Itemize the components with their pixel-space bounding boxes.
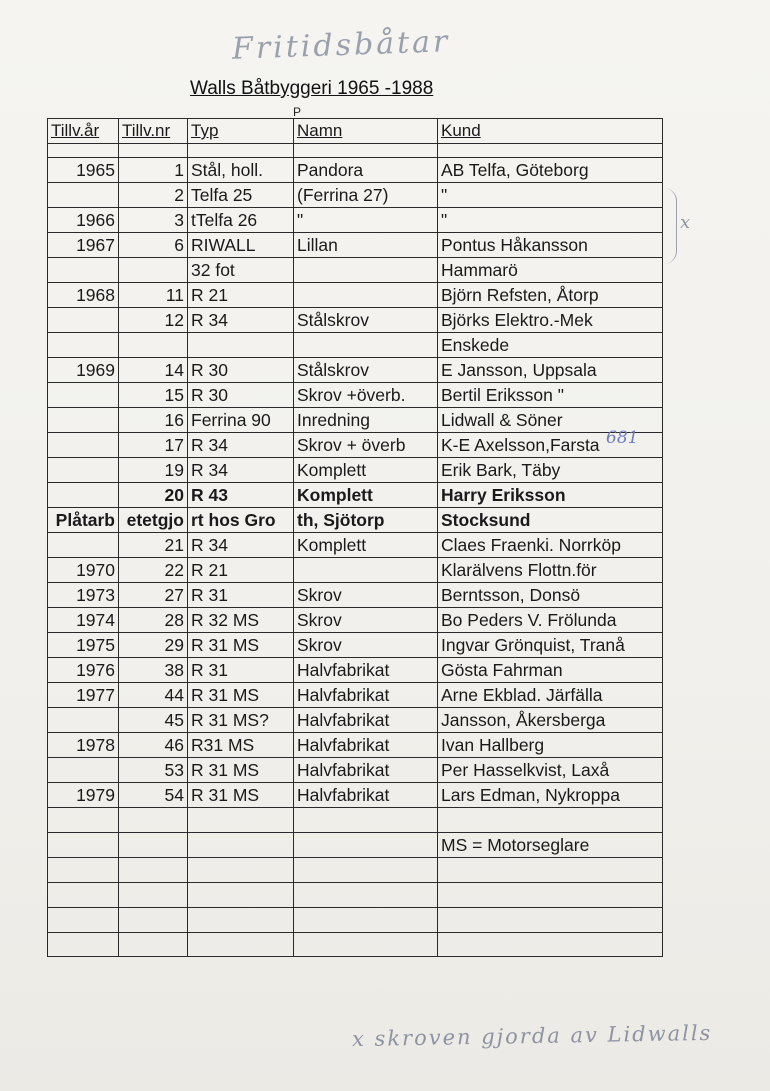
cell-year	[48, 458, 119, 483]
cell-type: R 31 MS?	[188, 708, 294, 733]
cell-name	[294, 832, 438, 857]
cell-customer: Per Hasselkvist, Laxå	[438, 758, 663, 783]
cell-type: Ferrina 90	[188, 408, 294, 433]
cell-name: Inredning	[294, 408, 438, 433]
cell-number: 17	[119, 433, 188, 458]
cell-type: R 31 MS	[188, 758, 294, 783]
cell-year: 1965	[48, 158, 119, 183]
cell-customer: Berntsson, Donsö	[438, 583, 663, 608]
cell-type: R 31 MS	[188, 783, 294, 808]
cell-number: 20	[119, 483, 188, 508]
cell-customer: Ivan Hallberg	[438, 733, 663, 758]
table-spacer-row	[48, 144, 663, 158]
table-row	[48, 658, 663, 683]
cell-type: R 34	[188, 458, 294, 483]
table-row	[48, 433, 663, 458]
cell-name	[294, 907, 438, 932]
cell-year: 1979	[48, 783, 119, 808]
cell-year: 1969	[48, 358, 119, 383]
table-row	[48, 383, 663, 408]
cell-customer: Björn Refsten, Åtorp	[438, 283, 663, 308]
cell-type: R 31	[188, 583, 294, 608]
cell-type: R 31	[188, 658, 294, 683]
cell-number: 44	[119, 683, 188, 708]
cell-number: 15	[119, 383, 188, 408]
cell-year	[48, 907, 119, 932]
spacer-cell	[48, 144, 119, 158]
cell-year	[48, 533, 119, 558]
cell-customer: Jansson, Åkersberga	[438, 708, 663, 733]
cell-year	[48, 183, 119, 208]
cell-year: 1975	[48, 633, 119, 658]
cell-year: 1966	[48, 208, 119, 233]
cell-name: Pandora	[294, 158, 438, 183]
table-row	[48, 583, 663, 608]
table-row	[48, 758, 663, 783]
table-row	[48, 633, 663, 658]
cell-number: 11	[119, 283, 188, 308]
cell-number: 1	[119, 158, 188, 183]
table-row	[48, 283, 663, 308]
table-row	[48, 333, 663, 358]
handwritten-bracket	[664, 188, 677, 264]
cell-number	[119, 882, 188, 907]
table-header-row	[48, 119, 663, 144]
cell-name: Halvfabrikat	[294, 733, 438, 758]
cell-year	[48, 758, 119, 783]
cell-number	[119, 907, 188, 932]
cell-customer: AB Telfa, Göteborg	[438, 158, 663, 183]
cell-customer: Pontus Håkansson	[438, 233, 663, 258]
cell-name: Lillan	[294, 233, 438, 258]
cell-name: th, Sjötorp	[294, 508, 438, 533]
table-row	[48, 358, 663, 383]
cell-name	[294, 882, 438, 907]
cell-name	[294, 932, 438, 957]
cell-type: R31 MS	[188, 733, 294, 758]
cell-name: Skrov	[294, 583, 438, 608]
column-header-type: Typ	[188, 119, 294, 144]
cell-number: 45	[119, 708, 188, 733]
cell-number: 53	[119, 758, 188, 783]
cell-name: Halvfabrikat	[294, 658, 438, 683]
cell-type: RIWALL	[188, 233, 294, 258]
table-row	[48, 708, 663, 733]
cell-type: R 31 MS	[188, 683, 294, 708]
cell-type: Telfa 25	[188, 183, 294, 208]
cell-year	[48, 808, 119, 833]
cell-year	[48, 333, 119, 358]
cell-customer: Lars Edman, Nykroppa	[438, 783, 663, 808]
cell-customer: Harry Eriksson	[438, 483, 663, 508]
cell-type: tTelfa 26	[188, 208, 294, 233]
cell-customer	[438, 907, 663, 932]
table-row	[48, 608, 663, 633]
bracket-x-note: x	[680, 212, 691, 233]
cell-year	[48, 483, 119, 508]
cell-number: 27	[119, 583, 188, 608]
table-row	[48, 683, 663, 708]
cell-customer: MS = Motorseglare	[438, 832, 663, 857]
cell-number: 19	[119, 458, 188, 483]
table-row	[48, 932, 663, 957]
cell-number: etetgjo	[119, 508, 188, 533]
cell-type: R 34	[188, 433, 294, 458]
cell-year: 1967	[48, 233, 119, 258]
table-row	[48, 183, 663, 208]
cell-name: Halvfabrikat	[294, 758, 438, 783]
cell-customer: "	[438, 208, 663, 233]
cell-year	[48, 258, 119, 283]
column-header-name: Namn	[294, 119, 438, 144]
cell-customer	[438, 857, 663, 882]
handwritten-footnote: x skroven gjorda av Lidwalls	[351, 1020, 713, 1052]
table-row	[48, 783, 663, 808]
cell-number: 3	[119, 208, 188, 233]
cell-customer: Erik Bark, Täby	[438, 458, 663, 483]
column-header-year: Tillv.år	[48, 119, 119, 144]
table-row	[48, 408, 663, 433]
cell-year: 1978	[48, 733, 119, 758]
cell-year	[48, 857, 119, 882]
table-row	[48, 857, 663, 882]
cell-number: 28	[119, 608, 188, 633]
cell-year: 1977	[48, 683, 119, 708]
cell-type: Stål, holl.	[188, 158, 294, 183]
cell-number	[119, 258, 188, 283]
cell-year	[48, 308, 119, 333]
cell-name: Komplett	[294, 483, 438, 508]
table-row	[48, 258, 663, 283]
table-row	[48, 533, 663, 558]
cell-name: Komplett	[294, 458, 438, 483]
cell-name: Halvfabrikat	[294, 683, 438, 708]
cell-type: R 43	[188, 483, 294, 508]
cell-name: Halvfabrikat	[294, 783, 438, 808]
table-row	[48, 308, 663, 333]
cell-number: 6	[119, 233, 188, 258]
cell-type: R 30	[188, 358, 294, 383]
column-header-number: Tillv.nr	[119, 119, 188, 144]
handwritten-number-note: 681	[606, 428, 639, 448]
cell-name: Skrov + överb	[294, 433, 438, 458]
cell-year: 1973	[48, 583, 119, 608]
cell-type	[188, 907, 294, 932]
cell-type: R 32 MS	[188, 608, 294, 633]
cell-name	[294, 558, 438, 583]
cell-year	[48, 433, 119, 458]
cell-type	[188, 333, 294, 358]
cell-name: (Ferrina 27)	[294, 183, 438, 208]
cell-number: 14	[119, 358, 188, 383]
table-row	[48, 907, 663, 932]
cell-customer: Björks Elektro.-Mek	[438, 308, 663, 333]
cell-type: R 31 MS	[188, 633, 294, 658]
cell-number	[119, 808, 188, 833]
cell-name: Skrov +överb.	[294, 383, 438, 408]
cell-number: 16	[119, 408, 188, 433]
table-row	[48, 483, 663, 508]
column-marker: P	[293, 105, 302, 119]
cell-year	[48, 932, 119, 957]
cell-customer: Lidwall & Söner	[438, 408, 663, 433]
cell-number: 22	[119, 558, 188, 583]
cell-name	[294, 333, 438, 358]
cell-type	[188, 832, 294, 857]
cell-type	[188, 932, 294, 957]
cell-type: rt hos Gro	[188, 508, 294, 533]
cell-type: R 30	[188, 383, 294, 408]
cell-name	[294, 283, 438, 308]
cell-type	[188, 857, 294, 882]
cell-customer	[438, 808, 663, 833]
cell-customer: Gösta Fahrman	[438, 658, 663, 683]
cell-number	[119, 832, 188, 857]
cell-type: R 34	[188, 533, 294, 558]
cell-number	[119, 932, 188, 957]
cell-type	[188, 808, 294, 833]
cell-customer: Claes Fraenki. Norrköp	[438, 533, 663, 558]
table-row	[48, 733, 663, 758]
cell-customer: Stocksund	[438, 508, 663, 533]
cell-year	[48, 408, 119, 433]
spacer-cell	[188, 144, 294, 158]
column-header-customer: Kund	[438, 119, 663, 144]
cell-name: Skrov	[294, 608, 438, 633]
table-row	[48, 458, 663, 483]
cell-year	[48, 383, 119, 408]
cell-type	[188, 882, 294, 907]
cell-number: 38	[119, 658, 188, 683]
table-row	[48, 233, 663, 258]
cell-type: 32 fot	[188, 258, 294, 283]
cell-type: R 21	[188, 283, 294, 308]
table-row	[48, 882, 663, 907]
cell-year	[48, 708, 119, 733]
cell-customer	[438, 882, 663, 907]
handwritten-title: Fritidsbåtar	[231, 24, 451, 67]
cell-name: Komplett	[294, 533, 438, 558]
cell-number: 12	[119, 308, 188, 333]
cell-customer: Arne Ekblad. Järfälla	[438, 683, 663, 708]
table-row	[48, 558, 663, 583]
cell-name	[294, 857, 438, 882]
spacer-cell	[294, 144, 438, 158]
cell-number: 54	[119, 783, 188, 808]
cell-number: 2	[119, 183, 188, 208]
cell-year	[48, 882, 119, 907]
cell-number	[119, 857, 188, 882]
cell-number: 21	[119, 533, 188, 558]
cell-customer	[438, 932, 663, 957]
cell-customer: Bertil Eriksson "	[438, 383, 663, 408]
cell-name: Stålskrov	[294, 308, 438, 333]
cell-number: 29	[119, 633, 188, 658]
cell-customer: "	[438, 183, 663, 208]
cell-name	[294, 808, 438, 833]
table-row	[48, 208, 663, 233]
cell-name	[294, 258, 438, 283]
table-row	[48, 808, 663, 833]
cell-year: Plåtarb	[48, 508, 119, 533]
cell-name: Stålskrov	[294, 358, 438, 383]
boat-ledger-table	[47, 118, 663, 957]
cell-year	[48, 832, 119, 857]
table-row	[48, 508, 663, 533]
cell-year: 1976	[48, 658, 119, 683]
cell-name: "	[294, 208, 438, 233]
cell-customer: Bo Peders V. Frölunda	[438, 608, 663, 633]
cell-number: 46	[119, 733, 188, 758]
cell-year: 1974	[48, 608, 119, 633]
cell-type: R 34	[188, 308, 294, 333]
cell-customer: Ingvar Grönquist, Tranå	[438, 633, 663, 658]
cell-name: Halvfabrikat	[294, 708, 438, 733]
table-row	[48, 832, 663, 857]
spacer-cell	[119, 144, 188, 158]
cell-number	[119, 333, 188, 358]
page-title: Walls Båtbyggeri 1965 -1988	[190, 78, 434, 99]
cell-customer: Klarälvens Flottn.för	[438, 558, 663, 583]
table-row	[48, 158, 663, 183]
cell-year: 1970	[48, 558, 119, 583]
cell-name: Skrov	[294, 633, 438, 658]
spacer-cell	[438, 144, 663, 158]
cell-type: R 21	[188, 558, 294, 583]
cell-customer: E Jansson, Uppsala	[438, 358, 663, 383]
cell-customer: Enskede	[438, 333, 663, 358]
cell-customer: Hammarö	[438, 258, 663, 283]
cell-year: 1968	[48, 283, 119, 308]
cell-customer: K-E Axelsson,Farsta	[438, 433, 663, 458]
